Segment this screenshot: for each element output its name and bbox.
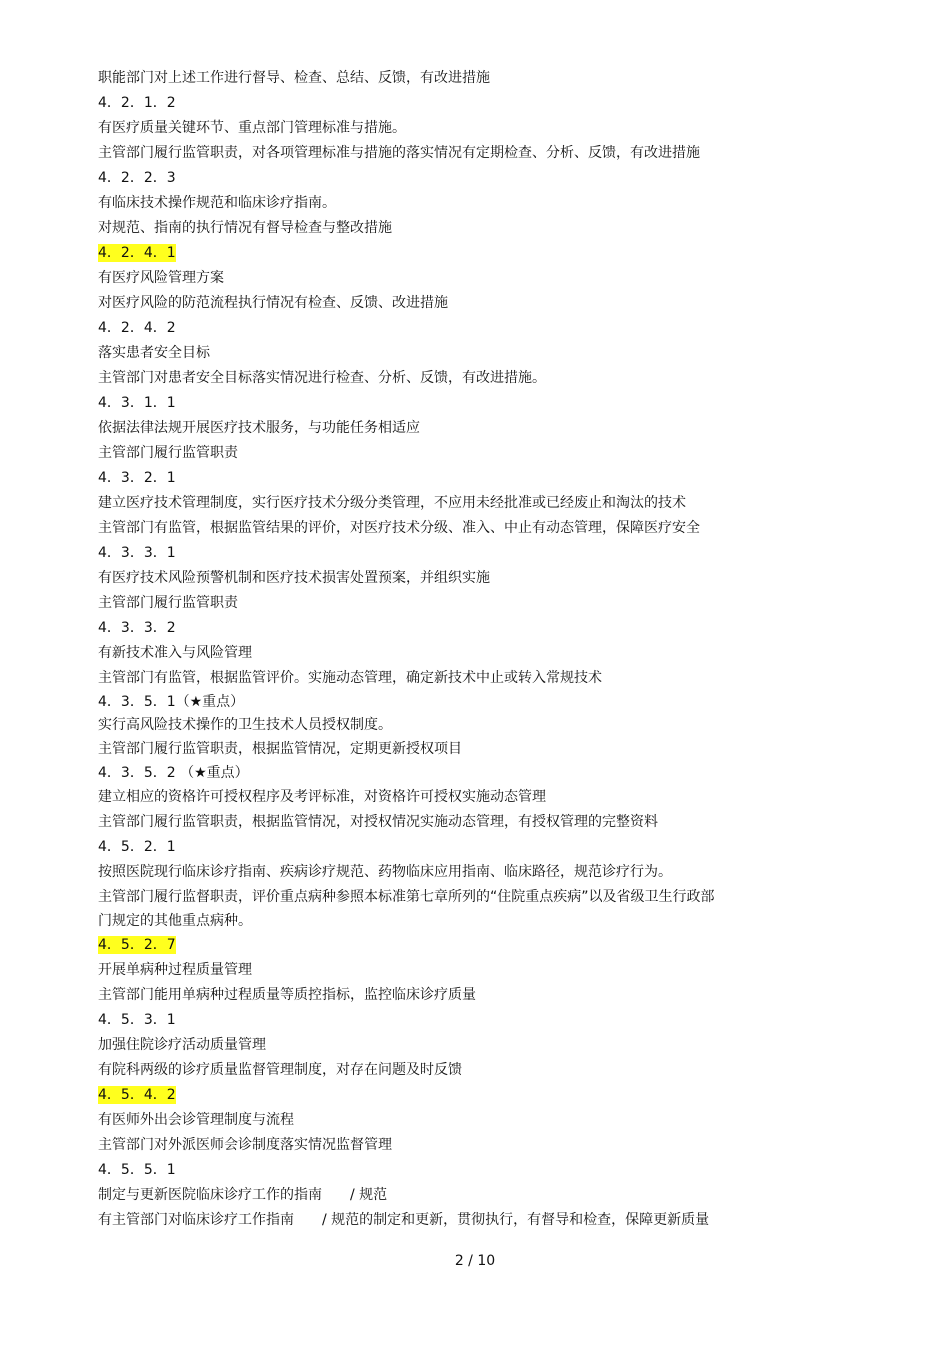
text-line-content: 对规范、指南的执行情况有督导检查与整改措施 [98, 220, 392, 236]
text-line-content: 有新技术准入与风险管理 [98, 645, 252, 661]
text-line-content: 主管部门履行监管职责 [98, 595, 238, 611]
text-line-content: 4．5．2．1 [98, 839, 176, 855]
text-line [98, 141, 798, 166]
text-line-content: 主管部门对患者安全目标落实情况进行检查、分析、反馈，有改进措施。 [98, 370, 546, 386]
text-line [98, 762, 798, 785]
text-line-content: 有主管部门对临床诊疗工作指南 / 规范的制定和更新，贯彻执行，有督导和检查，保障更新质量 [98, 1212, 710, 1228]
text-line-content: 按照医院现行临床诊疗指南、疾病诊疗规范、药物临床应用指南、临床路径，规范诊疗行为。 [98, 864, 672, 880]
text-line-content: 主管部门有监管，根据监管评价。实施动态管理，确定新技术中止或转入常规技术 [98, 670, 602, 686]
text-line [98, 1108, 798, 1133]
text-line-content: 对医疗风险的防范流程执行情况有检查、反馈、改进措施 [98, 295, 448, 311]
text-line-content: 落实患者安全目标 [98, 345, 210, 361]
text-line [98, 441, 798, 466]
text-line [98, 983, 798, 1008]
text-line [98, 714, 798, 737]
text-line [98, 1208, 798, 1233]
text-line [98, 191, 798, 216]
text-line [98, 166, 798, 191]
text-line [98, 958, 798, 983]
text-line-content: 职能部门对上述工作进行督导、检查、总结、反馈，有改进措施 [98, 70, 490, 86]
text-line-content: 主管部门履行监管职责，根据监管情况，对授权情况实施动态管理，有授权管理的完整资料 [98, 814, 658, 830]
text-line-content: 4．2．2．3 [98, 170, 176, 186]
text-line [98, 885, 798, 910]
text-line-content: 有医疗质量关键环节、重点部门管理标准与措施。 [98, 120, 406, 136]
text-line-content: 开展单病种过程质量管理 [98, 962, 252, 978]
text-line [98, 666, 798, 691]
text-line-content: 4．3．3．2 [98, 620, 176, 636]
text-line-content: 4．2．1．2 [98, 95, 176, 111]
text-line-content: 4．5．3．1 [98, 1012, 176, 1028]
text-line [98, 91, 798, 116]
text-line [98, 1058, 798, 1083]
text-line-content: 4．2．4．2 [98, 320, 176, 336]
text-line [98, 810, 798, 835]
text-line [98, 1033, 798, 1058]
text-line-content: 主管部门履行监管职责 [98, 445, 238, 461]
text-line [98, 116, 798, 141]
text-line-content: 4．3．3．1 [98, 545, 176, 561]
document-body [98, 66, 798, 1233]
text-line-content: 4．5．5．1 [98, 1162, 176, 1178]
text-line-content: 有院科两级的诊疗质量监督管理制度，对存在问题及时反馈 [98, 1062, 462, 1078]
text-line [98, 416, 798, 441]
text-line [98, 216, 798, 241]
text-line [98, 835, 798, 860]
text-line-content: 4．5．2．7 [98, 937, 176, 953]
text-line [98, 566, 798, 591]
text-line [98, 316, 798, 341]
text-line-content: 有医疗技术风险预警机制和医疗技术损害处置预案，并组织实施 [98, 570, 490, 586]
text-line-content: 依据法律法规开展医疗技术服务，与功能任务相适应 [98, 420, 420, 436]
page-indicator: 2 / 10 [454, 1253, 496, 1269]
text-line [98, 266, 798, 291]
text-line [98, 860, 798, 885]
text-line [98, 66, 798, 91]
text-line [98, 591, 798, 616]
text-line [98, 785, 798, 810]
highlighted-section-number [98, 933, 798, 958]
text-line [98, 1133, 798, 1158]
text-line-content: 4．5．4．2 [98, 1087, 176, 1103]
text-line [98, 516, 798, 541]
text-line-content: 主管部门能用单病种过程质量等质控指标，监控临床诊疗质量 [98, 987, 476, 1003]
text-line-content: 4．2．4．1 [98, 245, 176, 261]
text-line [98, 910, 798, 933]
text-line-content: 制定与更新医院临床诊疗工作的指南 / 规范 [98, 1187, 388, 1203]
text-line [98, 737, 798, 762]
text-line-content: 4．3．2．1 [98, 470, 176, 486]
text-line [98, 1158, 798, 1183]
text-line-content: 4．3．1．1 [98, 395, 176, 411]
text-line-content: 加强住院诊疗活动质量管理 [98, 1037, 266, 1053]
text-line [98, 291, 798, 316]
text-line [98, 616, 798, 641]
text-line-content: 建立医疗技术管理制度，实行医疗技术分级分类管理，不应用未经批准或已经废止和淘汰的技术 [98, 495, 686, 511]
text-line-content: 主管部门履行监管职责，对各项管理标准与措施的落实情况有定期检查、分析、反馈，有改进措施 [98, 145, 700, 161]
text-line-content: 有医疗风险管理方案 [98, 270, 224, 286]
text-line [98, 1008, 798, 1033]
text-line [98, 341, 798, 366]
text-line [98, 541, 798, 566]
text-line [98, 491, 798, 516]
text-line-content: 建立相应的资格许可授权程序及考评标准，对资格许可授权实施动态管理 [98, 789, 546, 805]
highlighted-section-number [98, 241, 798, 266]
text-line [98, 366, 798, 391]
highlighted-section-number [98, 1083, 798, 1108]
text-line-content: 门规定的其他重点病种。 [98, 913, 252, 929]
text-line-content: 主管部门履行监管职责，根据监管情况，定期更新授权项目 [98, 741, 462, 757]
text-line [98, 1183, 798, 1208]
text-line-content: 有医师外出会诊管理制度与流程 [98, 1112, 294, 1128]
text-line-content: 主管部门对外派医师会诊制度落实情况监督管理 [98, 1137, 392, 1153]
text-line-content: 主管部门履行监督职责，评价重点病种参照本标准第七章所列的“住院重点疾病”以及省级卫生行政部 [98, 889, 715, 905]
text-line-content: 4．3．5．1（★重点） [98, 694, 245, 710]
text-line [98, 691, 798, 714]
text-line-content: 有临床技术操作规范和临床诊疗指南。 [98, 195, 336, 211]
text-line-content: 4．3．5．2 （★重点） [98, 765, 249, 781]
text-line [98, 466, 798, 491]
text-line [98, 641, 798, 666]
text-line-content: 主管部门有监管，根据监管结果的评价，对医疗技术分级、准入、中止有动态管理，保障医疗安全 [98, 520, 700, 536]
text-line [98, 391, 798, 416]
text-line-content: 实行高风险技术操作的卫生技术人员授权制度。 [98, 717, 392, 733]
